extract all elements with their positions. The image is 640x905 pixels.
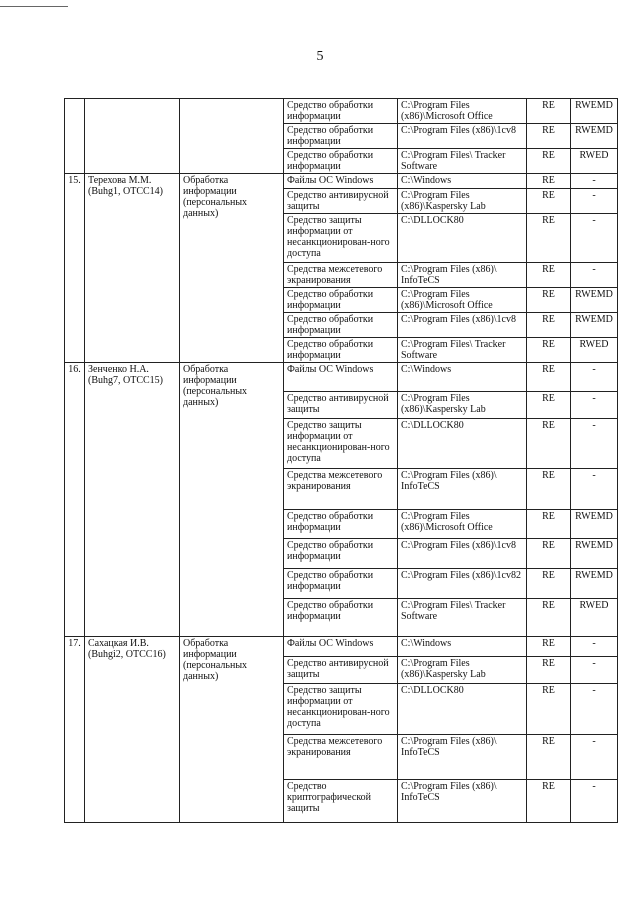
- user-rights-cell: RE: [527, 174, 571, 189]
- software-cell: Файлы ОС Windows: [284, 363, 398, 392]
- admin-rights-cell: -: [571, 189, 618, 214]
- admin-rights-cell: RWED: [571, 338, 618, 363]
- software-cell: Средства межсетевого экранирования: [284, 469, 398, 510]
- path-cell: C:\Program Files (x86)\ InfoTeCS: [398, 469, 527, 510]
- user-cell: Зенченко Н.А. (Buhg7, OTCC15): [85, 363, 180, 637]
- page-number: 5: [316, 49, 324, 64]
- admin-rights-cell: RWEMD: [571, 99, 618, 124]
- path-cell: C:\Program Files (x86)\Kaspersky Lab: [398, 189, 527, 214]
- software-cell: Средство обработки информации: [284, 338, 398, 363]
- admin-rights-cell: -: [571, 684, 618, 735]
- user-rights-cell: RE: [527, 124, 571, 149]
- software-cell: Средство антивирусной защиты: [284, 189, 398, 214]
- table-row: [65, 363, 618, 392]
- access-rights-table: [64, 98, 618, 823]
- path-cell: C:\Program Files (x86)\ InfoTeCS: [398, 735, 527, 780]
- path-cell: C:\Windows: [398, 363, 527, 392]
- admin-rights-cell: RWEMD: [571, 313, 618, 338]
- table-body: [65, 99, 618, 823]
- user-rights-cell: RE: [527, 149, 571, 174]
- user-cell: [85, 99, 180, 174]
- admin-rights-cell: RWEMD: [571, 569, 618, 599]
- path-cell: C:\Program Files (x86)\Microsoft Office: [398, 288, 527, 313]
- software-cell: Средство антивирусной защиты: [284, 392, 398, 419]
- purpose-cell: Обработка информации (персональных данных): [180, 174, 284, 363]
- row-number-cell: 16.: [65, 363, 85, 637]
- admin-rights-cell: RWED: [571, 599, 618, 637]
- software-cell: Средство защиты информации от несанкционирован-ного доступа: [284, 684, 398, 735]
- admin-rights-cell: -: [571, 419, 618, 469]
- user-rights-cell: RE: [527, 599, 571, 637]
- user-rights-cell: RE: [527, 189, 571, 214]
- admin-rights-cell: -: [571, 263, 618, 288]
- purpose-cell: [180, 99, 284, 174]
- path-cell: C:\Program Files\ Tracker Software: [398, 149, 527, 174]
- path-cell: C:\Program Files (x86)\ InfoTeCS: [398, 780, 527, 823]
- user-rights-cell: RE: [527, 392, 571, 419]
- admin-rights-cell: RWEMD: [571, 510, 618, 539]
- path-cell: C:\Program Files (x86)\Kaspersky Lab: [398, 392, 527, 419]
- user-rights-cell: RE: [527, 657, 571, 684]
- user-rights-cell: RE: [527, 569, 571, 599]
- admin-rights-cell: RWEMD: [571, 124, 618, 149]
- user-rights-cell: RE: [527, 99, 571, 124]
- table-row: [65, 174, 618, 189]
- admin-rights-cell: -: [571, 214, 618, 263]
- top-left-rule: [0, 6, 68, 7]
- path-cell: C:\Program Files (x86)\1cv8: [398, 124, 527, 149]
- user-rights-cell: RE: [527, 780, 571, 823]
- table-row: [65, 637, 618, 657]
- user-rights-cell: RE: [527, 539, 571, 569]
- path-cell: C:\DLLOCK80: [398, 684, 527, 735]
- row-number-cell: 17.: [65, 637, 85, 823]
- table-row: [65, 99, 618, 124]
- software-cell: Средство обработки информации: [284, 313, 398, 338]
- user-rights-cell: RE: [527, 338, 571, 363]
- software-cell: Средство обработки информации: [284, 539, 398, 569]
- user-rights-cell: RE: [527, 313, 571, 338]
- path-cell: C:\Program Files (x86)\1cv8: [398, 539, 527, 569]
- purpose-cell: Обработка информации (персональных данных): [180, 363, 284, 637]
- user-rights-cell: RE: [527, 735, 571, 780]
- software-cell: Средства межсетевого экранирования: [284, 735, 398, 780]
- path-cell: C:\Program Files (x86)\ InfoTeCS: [398, 263, 527, 288]
- user-rights-cell: RE: [527, 214, 571, 263]
- user-rights-cell: RE: [527, 363, 571, 392]
- path-cell: C:\Windows: [398, 637, 527, 657]
- software-cell: Средство защиты информации от несанкционирован-ного доступа: [284, 214, 398, 263]
- user-cell: Терехова М.М. (Buhg1, OTCC14): [85, 174, 180, 363]
- software-cell: Средство обработки информации: [284, 569, 398, 599]
- admin-rights-cell: RWEMD: [571, 288, 618, 313]
- admin-rights-cell: -: [571, 174, 618, 189]
- purpose-cell: Обработка информации (персональных данных): [180, 637, 284, 823]
- path-cell: C:\Program Files (x86)\Microsoft Office: [398, 510, 527, 539]
- user-rights-cell: RE: [527, 469, 571, 510]
- admin-rights-cell: -: [571, 735, 618, 780]
- admin-rights-cell: -: [571, 657, 618, 684]
- user-rights-cell: RE: [527, 510, 571, 539]
- path-cell: C:\Windows: [398, 174, 527, 189]
- path-cell: C:\DLLOCK80: [398, 419, 527, 469]
- admin-rights-cell: -: [571, 780, 618, 823]
- software-cell: Средство обработки информации: [284, 149, 398, 174]
- user-rights-cell: RE: [527, 637, 571, 657]
- software-cell: Файлы ОС Windows: [284, 637, 398, 657]
- user-rights-cell: RE: [527, 263, 571, 288]
- software-cell: Средство защиты информации от несанкционирован-ного доступа: [284, 419, 398, 469]
- software-cell: Средство обработки информации: [284, 124, 398, 149]
- user-rights-cell: RE: [527, 684, 571, 735]
- admin-rights-cell: -: [571, 363, 618, 392]
- admin-rights-cell: RWEMD: [571, 539, 618, 569]
- user-rights-cell: RE: [527, 419, 571, 469]
- row-number-cell: [65, 99, 85, 174]
- software-cell: Средства межсетевого экранирования: [284, 263, 398, 288]
- admin-rights-cell: -: [571, 392, 618, 419]
- software-cell: Файлы ОС Windows: [284, 174, 398, 189]
- user-rights-cell: RE: [527, 288, 571, 313]
- path-cell: C:\Program Files (x86)\1cv8: [398, 313, 527, 338]
- path-cell: C:\Program Files (x86)\Kaspersky Lab: [398, 657, 527, 684]
- path-cell: C:\Program Files\ Tracker Software: [398, 338, 527, 363]
- path-cell: C:\DLLOCK80: [398, 214, 527, 263]
- software-cell: Средство обработки информации: [284, 599, 398, 637]
- software-cell: Средство обработки информации: [284, 288, 398, 313]
- software-cell: Средство обработки информации: [284, 510, 398, 539]
- admin-rights-cell: -: [571, 637, 618, 657]
- admin-rights-cell: RWED: [571, 149, 618, 174]
- path-cell: C:\Program Files (x86)\1cv82: [398, 569, 527, 599]
- row-number-cell: 15.: [65, 174, 85, 363]
- software-cell: Средство антивирусной защиты: [284, 657, 398, 684]
- path-cell: C:\Program Files\ Tracker Software: [398, 599, 527, 637]
- user-cell: Сахацкая И.В. (Buhgi2, OTCC16): [85, 637, 180, 823]
- path-cell: C:\Program Files (x86)\Microsoft Office: [398, 99, 527, 124]
- admin-rights-cell: -: [571, 469, 618, 510]
- software-cell: Средство обработки информации: [284, 99, 398, 124]
- software-cell: Средство криптографической защиты: [284, 780, 398, 823]
